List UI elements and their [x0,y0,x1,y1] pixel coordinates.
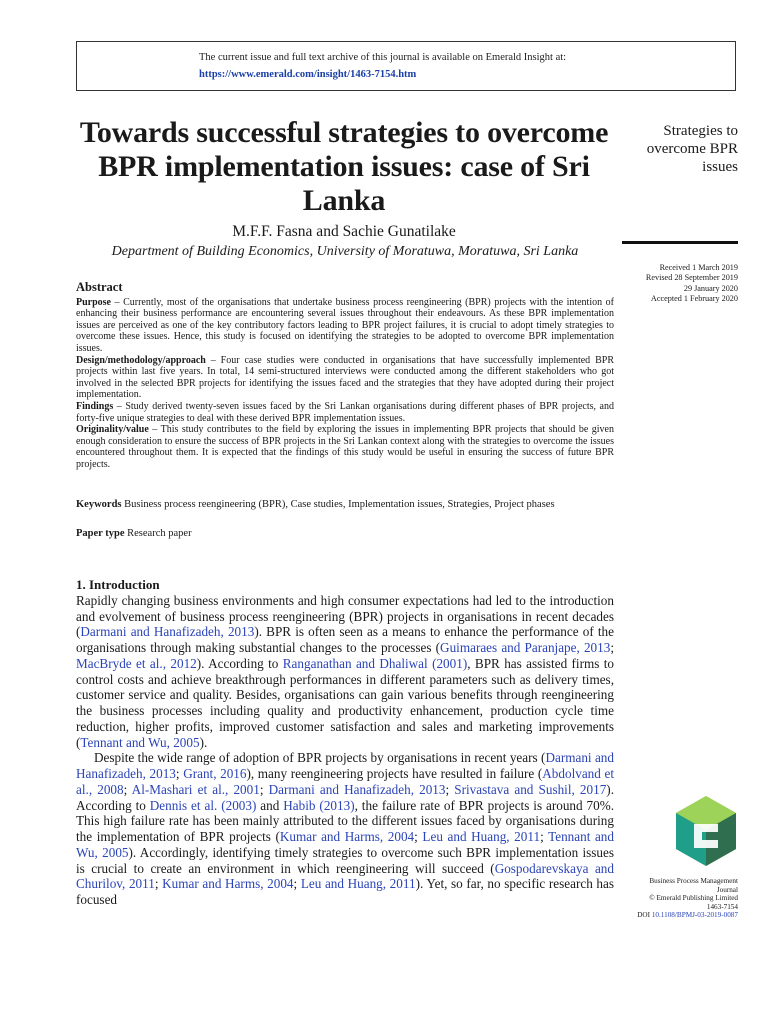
body-text: ). According to [76,781,614,813]
authors: M.F.F. Fasna and Sachie Gunatilake [232,223,456,240]
abstract [76,282,614,471]
keywords-label: Keywords [76,499,122,510]
citation-link[interactable]: Grant, 2016 [183,766,247,781]
journal-name: Business Process Management [649,877,738,885]
running-title-line: issues [702,159,738,175]
body-text: ). Accordingly, identifying timely strategies to overcome such BPR implementation issues is crucial to create an environment in which reengineering will succeed ( [76,844,615,876]
citation-link[interactable]: Abdolvand et al., 2008 [76,766,614,797]
margin-rule [622,241,738,244]
body-text: ). BPR is often seen as a means to enhance the performance of the organisations through making substantial changes to the processes ( [76,624,614,655]
findings-text: – Study derived twenty-seven issues faced by the Sri Lankan organisations during different phases of BPR projects, and forty-five unique strategies to deal with these derived BPR implementation issues. [76,400,614,424]
paper-title: Towards successful strategies to overcome BPR implementation issues: case of Sri Lanka [79,116,609,217]
doi-label: DOI [637,911,651,920]
doi-link[interactable]: 10.1108/BPMJ-03-2019-0087 [651,911,738,920]
body-text: ; [293,876,301,892]
body-text: , the failure rate of BPR projects is around 70%. This high failure rate has been mainly attributed to the different issues faced by organisations during the implementation of BPR projects ( [76,797,615,844]
article-dates [646,263,738,304]
paper-type-label: Paper type [76,528,125,539]
citation-link[interactable]: Habib (2013) [283,797,355,813]
purpose-text: – Currently, most of the organisations that undertake business process reengineering (BPR) projects with the intention of enhancing their business performance are encountering several issues throughout their endeavours. As these BPR implementation issues are perceived as one of the key contributory factors leading to BPR project failures, it is crucial to adopt timely strategies to overcome these issues. Hence, this study is focused on identifying the strategies to be adopted to overcome BPR implementation issues. [76,296,614,354]
body-text: ), many reengineering projects have resulted in failure ( [246,766,543,781]
affiliation: Department of Building Economics, University of Moratuwa, Moratuwa, Sri Lanka [111,244,579,259]
revised-date-2: 29 January 2020 [683,283,738,293]
body-text: ; [414,829,423,844]
originality-text: – This study contributes to the field by exploring the issues in implementing BPR projects that should be given enough consideration to ensure the success of BPR projects in the Sri Lankan context along with the strategies to overcome the issues encountered throughout them. It is expected that the findings of this study would be useful in ensuring the success of future BPR projects. [76,424,614,470]
citation-link[interactable]: Tennant and Wu, 2005 [80,734,200,750]
running-title [647,122,738,176]
citation-link[interactable]: Tennant and Wu, 2005 [76,829,614,860]
keywords-text: Business process reengineering (BPR), Case studies, Implementation issues, Strategies, Project phases [121,499,555,510]
citation-link[interactable]: Leu and Huang, 2011 [422,829,541,844]
body-text: ; [154,876,163,892]
body-text: Despite the wide range of adoption of BPR projects by organisations in recent years ( [94,750,546,766]
citation-link[interactable]: MacBryde et al., 2012 [76,655,197,671]
journal-url-link[interactable]: https://www.emerald.com/insight/1463-7154.htm [199,69,417,80]
citation-link[interactable]: Kumar and Harms, 2004 [279,829,415,844]
body-text: ). Yet, so far, no specific research has focused [76,876,614,907]
body-text: ). According to [196,655,283,671]
citation-link[interactable]: Srivastava and Sushil, 2017 [454,781,607,797]
introduction-section [76,577,614,908]
body-text: ; [259,781,269,797]
body-text: ; [540,829,549,844]
citation-link[interactable]: Kumar and Harms, 2004 [162,876,294,892]
received-date: Received 1 March 2019 [659,263,738,272]
abstract-design [76,355,614,401]
notice-text: The current issue and full text archive of this journal is available on Emerald Insight at: [199,52,567,63]
revised-date: Revised 28 September 2019 [645,273,738,283]
body-text: Rapidly changing business environments and high consumer expectations had led to the introduction and evolvement of business process reengineering (BPR) projects in organisations in recent decades ( [76,592,614,640]
body-text: ; [123,781,132,797]
running-title-line: overcome BPR [646,141,738,157]
citation-link[interactable]: Darmani and Hanafizadeh, 2013 [80,624,255,640]
publisher: © Emerald Publishing Limited [649,894,738,903]
citation-link[interactable]: Gospodarevskaya and Churilov, 2011 [76,860,614,892]
intro-paragraph-1 [76,593,614,751]
journal-name-2: Journal [716,885,738,894]
body-text: ). [199,734,208,750]
originality-label: Originality/value [76,424,149,436]
running-title-line: Strategies to [663,123,738,139]
body-text: ; [445,781,455,797]
body-text: ; [175,766,184,781]
paper-type [76,528,614,539]
citation-link[interactable]: Leu and Huang, 2011 [300,876,416,892]
citation-link[interactable]: Guimaraes and Paranjape, 2013 [440,640,611,655]
abstract-originality [76,424,614,470]
design-label: Design/methodology/approach [76,354,206,366]
abstract-heading: Abstract [76,280,123,294]
keywords [76,497,614,512]
accepted-date: Accepted 1 February 2020 [650,293,738,303]
citation-link[interactable]: Ranganathan and Dhaliwal (2001) [282,655,468,671]
citation-link[interactable]: Darmani and Hanafizadeh, 2013 [268,781,446,797]
issn: 1463-7154 [706,902,738,911]
abstract-findings [76,401,614,424]
emerald-logo-icon [672,794,740,872]
design-text: – Four case studies were conducted in organisations that have successfully implemented BPR projects within last five years. In total, 14 semi-structured interviews were conducted among the different stakeholders who got involved in the selected BPR projects for identifying the issues faced and the strategies that they have adopted during their project implementation. [76,354,614,401]
journal-info [637,877,738,920]
citation-link[interactable]: Al-Mashari et al., 2001 [131,781,260,797]
paper-type-text: Research paper [124,528,192,539]
body-text: and [256,797,284,813]
doi [637,911,738,920]
findings-label: Findings [76,400,114,412]
citation-link[interactable]: Darmani and Hanafizadeh, 2013 [76,750,614,781]
abstract-purpose [76,297,614,355]
section-heading: 1. Introduction [76,577,160,592]
intro-paragraph-2 [76,750,614,908]
purpose-label: Purpose [76,296,111,308]
body-text: ; [610,640,614,655]
body-text: , BPR has assisted firms to control costs and achieve breakthrough performances in different parameters such as delivery times, customer service and quality. Besides, organisations can gain various benefits through reengineering the business processes including quality and productivity enhancement, production cycle time reduction, higher profits, improved customer satisfaction and sales and marketing improvements ( [76,655,614,750]
citation-link[interactable]: Dennis et al. (2003) [149,797,257,813]
journal-availability-notice [76,41,736,91]
